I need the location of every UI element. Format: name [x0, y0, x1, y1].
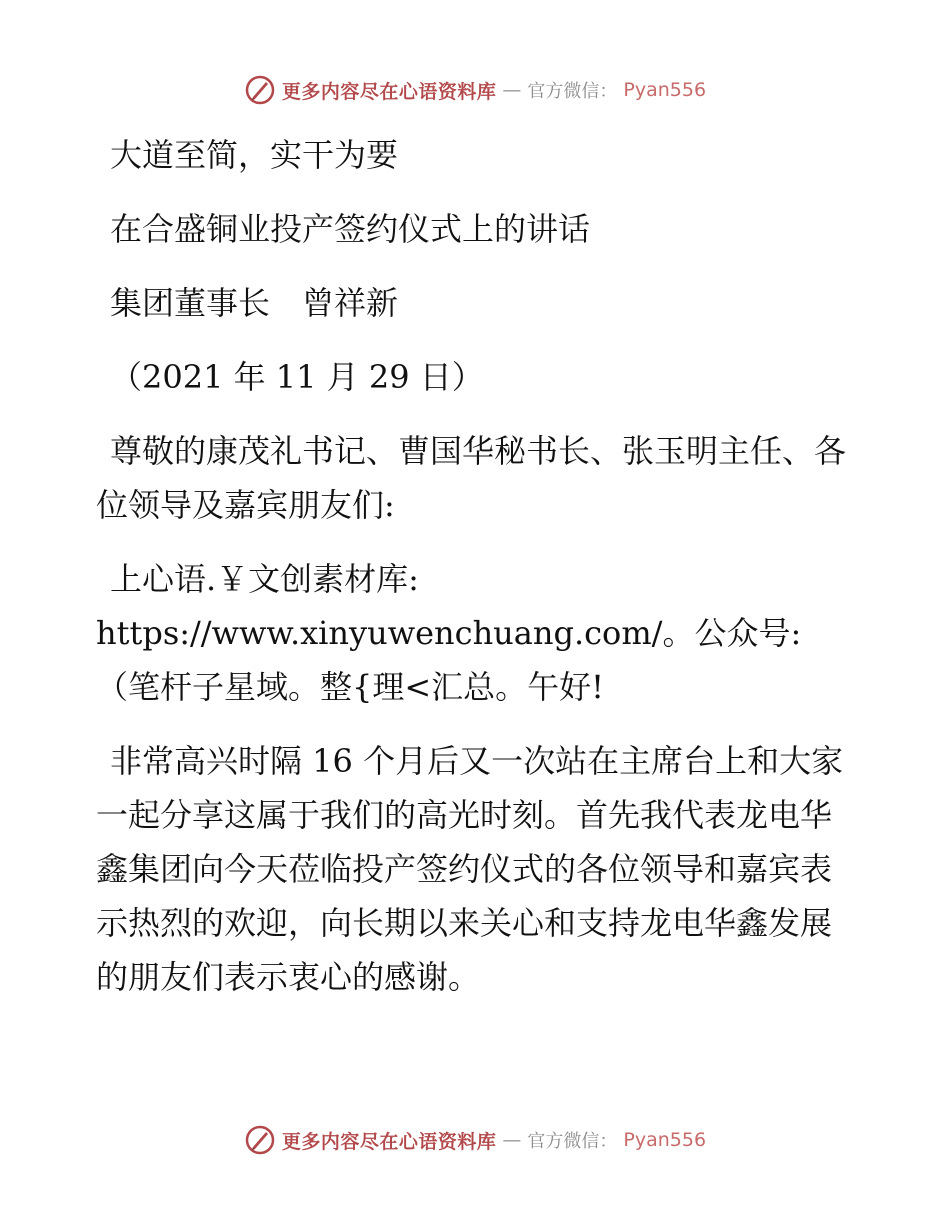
document-date: （2021 年 11 月 29 日）: [110, 358, 484, 396]
header-banner: [0, 70, 950, 110]
quill-logo-icon: [244, 1124, 276, 1156]
quill-logo-icon: [244, 74, 276, 106]
document-paragraph: 非常高兴时隔 16 个月后又一次站在主席台上和大家一起分享这属于我们的高光时刻。首先我代表龙电华鑫集团向今天莅临投产签约仪式的各位领导和嘉宾表示热烈的欢迎，向长期以来关心和支持龙电华鑫发展的朋友们表示衷心的感谢。: [96, 742, 844, 996]
document-subtitle: 在合盛铜业投产签约仪式上的讲话: [110, 210, 591, 248]
banner-brand-text: 更多内容尽在心语资料库: [281, 80, 497, 103]
banner-wechat-label: 官方微信：: [527, 81, 618, 102]
document-promo: 上心语.￥文创素材库: https://www.xinyuwenchuang.com/。公众号: （笔杆子星域。整{理<汇总。午好!: [96, 560, 802, 706]
banner-dash: —: [502, 79, 522, 101]
banner-wechat-id: Pyan556: [623, 79, 707, 101]
document-title: 大道至简，实干为要: [110, 136, 399, 174]
banner-wechat-label: 官方微信：: [527, 1131, 618, 1152]
document-author: 集团董事长 曾祥新: [110, 284, 399, 322]
banner-dash: —: [502, 1129, 522, 1151]
footer-banner: [0, 1120, 950, 1160]
document-salutation: 尊敬的康茂礼书记、曹国华秘书长、张玉明主任、各位领导及嘉宾朋友们:: [96, 432, 847, 524]
banner-brand-text: 更多内容尽在心语资料库: [281, 1130, 497, 1153]
banner-wechat-id: Pyan556: [623, 1129, 707, 1151]
document-body: [96, 128, 856, 1004]
